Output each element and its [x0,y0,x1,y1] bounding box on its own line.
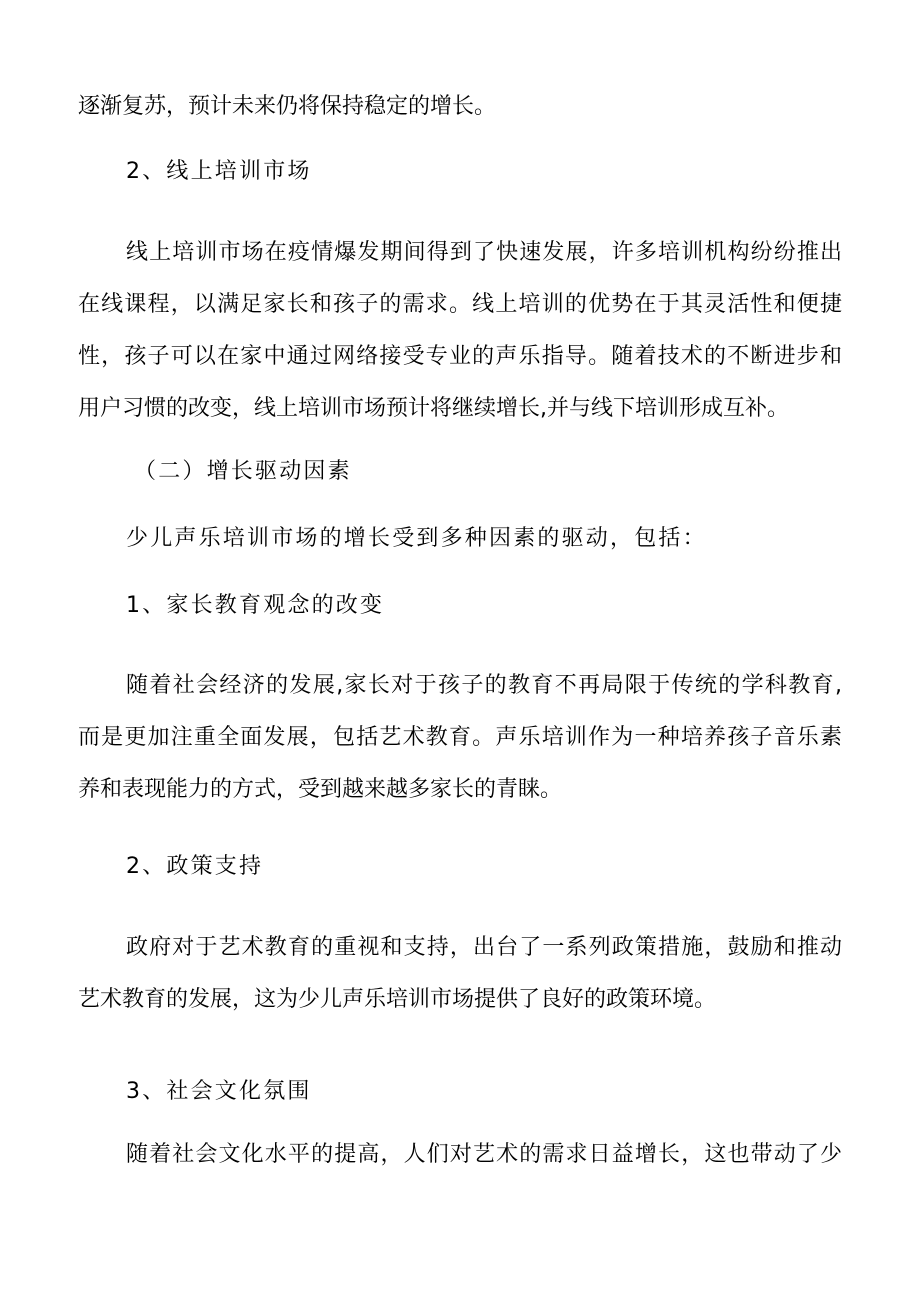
paragraph-line: 养和表现能力的方式，受到越来越多家长的青睐。 [78,777,563,802]
subheading-social-culture: 3、社会文化氛围 [126,1079,312,1104]
paragraph-line: 随着社会经济的发展,家长对于孩子的教育不再局限于传统的学科教育, [126,673,842,698]
paragraph-line: 逐渐复苏，预计未来仍将保持稳定的增长。 [78,94,497,119]
subheading-online-training: 2、线上培训市场 [126,159,312,184]
paragraph-line: 少儿声乐培训市场的增长受到多种因素的驱动，包括： [126,526,707,551]
paragraph-line: 用户习惯的改变，线上培训市场预计将继续增长,并与线下培训形成互补。 [78,396,789,421]
subheading-parent-attitude: 1、家长教育观念的改变 [126,593,385,618]
paragraph-line: 在线课程，以满足家长和孩子的需求。线上培训的优势在于其灵活性和便捷 [78,292,842,317]
paragraph-line: 而是更加注重全面发展，包括艺术教育。声乐培训作为一种培养孩子音乐素 [78,725,842,750]
paragraph-line: 线上培训市场在疫情爆发期间得到了快速发展，许多培训机构纷纷推出 [126,240,842,265]
paragraph-line: 艺术教育的发展，这为少儿声乐培训市场提供了良好的政策环境。 [78,987,717,1012]
paragraph-line: 政府对于艺术教育的重视和支持，出台了一系列政策措施，鼓励和推动 [126,935,842,960]
subheading-policy-support: 2、政策支持 [126,854,264,879]
paragraph-line: 性，孩子可以在家中通过网络接受专业的声乐指导。随着技术的不断进步和 [78,344,842,369]
paragraph-line: 随着社会文化水平的提高，人们对艺术的需求日益增长，这也带动了少 [126,1142,842,1167]
section-heading-growth-drivers: （二）增长驱动因素 [134,459,352,484]
